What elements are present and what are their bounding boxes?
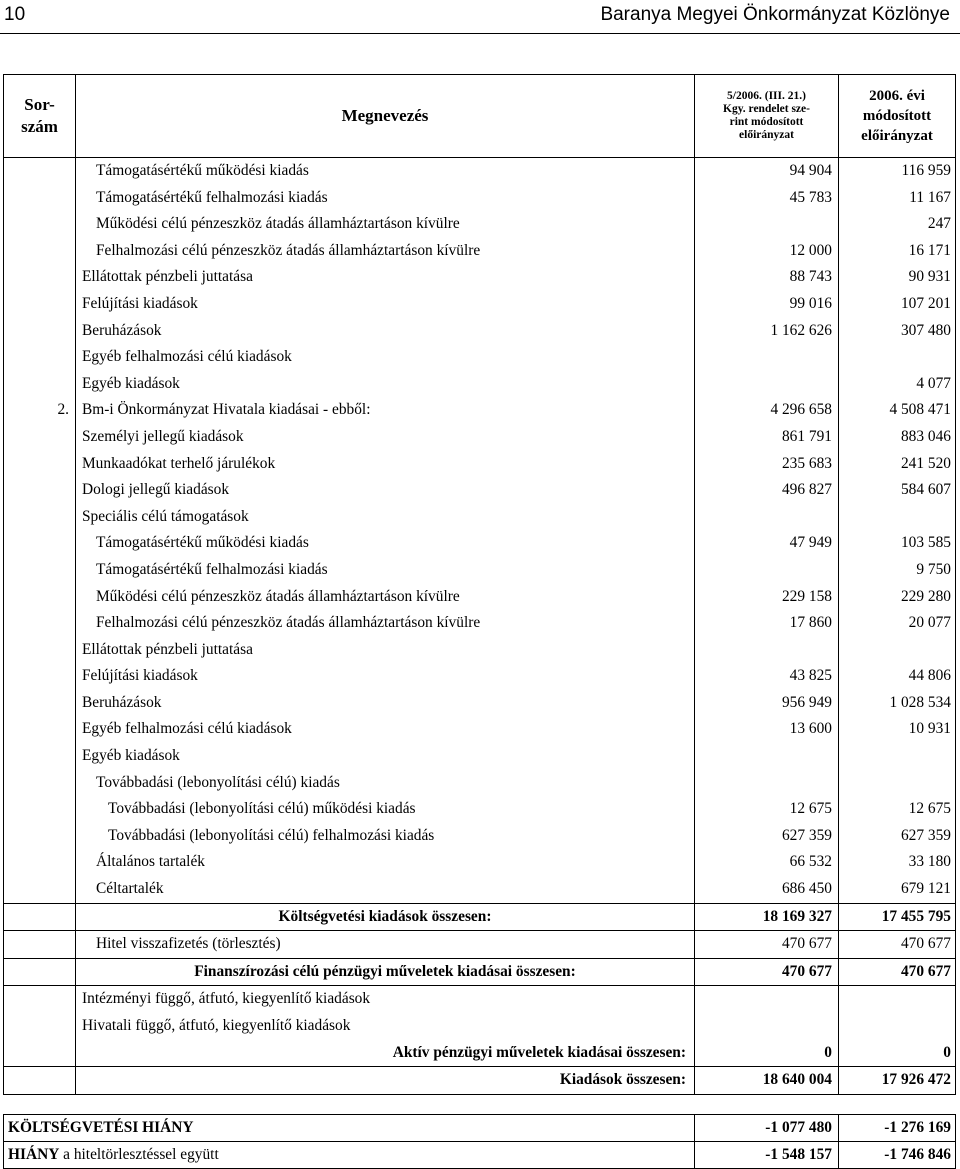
row-number	[4, 557, 76, 584]
row-value-modositott: 584 607	[900, 481, 951, 499]
row-value-modositott: 627 359	[900, 826, 951, 844]
row-value-rendelet: 470 677	[695, 958, 839, 986]
deficit-with-loan-value-b: -1 746 846	[839, 1142, 956, 1169]
row-name: Hitel visszafizetés (törlesztés)	[76, 931, 695, 959]
row-name: Felújítási kiadások	[76, 291, 695, 318]
row-value-rendelet	[695, 1013, 839, 1040]
table-row	[4, 530, 956, 557]
row-name: Támogatásértékű működési kiadás	[76, 530, 695, 557]
row-value-modositott: 11 167	[909, 188, 951, 206]
row-number	[4, 849, 76, 876]
row-name: Speciális célú támogatások	[76, 504, 695, 531]
row-number	[4, 876, 76, 903]
row-number	[4, 530, 76, 557]
row-name: Céltartalék	[76, 876, 695, 903]
table-row	[4, 876, 956, 903]
row-value-rendelet: 18 640 004	[695, 1067, 839, 1095]
row-name: Felhalmozási célú pénzeszköz átadás államháztartáson kívülre	[76, 610, 695, 637]
row-value-modositott: 0	[943, 1043, 951, 1061]
row-number	[4, 1040, 76, 1067]
table-row	[4, 823, 956, 850]
row-value-rendelet: 235 683	[695, 451, 839, 478]
row-name: Dologi jellegű kiadások	[76, 477, 695, 504]
deficit-with-loan-label	[4, 1142, 695, 1169]
row-value-modositott: 307 480	[900, 321, 951, 339]
deficit-label	[4, 1115, 695, 1142]
table-row	[4, 371, 956, 398]
row-number	[4, 823, 76, 850]
publication-title: Baranya Megyei Önkormányzat Közlönye	[600, 4, 950, 25]
row-name: Egyéb felhalmozási célú kiadások	[76, 344, 695, 371]
deficit-with-loan-label-bold: HIÁNY	[8, 1146, 60, 1163]
row-number	[4, 1067, 76, 1095]
row-value-modositott: 679 121	[900, 880, 951, 898]
row-number	[4, 1013, 76, 1040]
row-value-modositott: 470 677	[839, 931, 956, 959]
row-value-rendelet: 1 162 626	[695, 318, 839, 345]
table-row	[4, 796, 956, 823]
row-value-modositott: 90 931	[908, 268, 951, 286]
table-row	[4, 211, 956, 238]
row-value-modositott	[839, 504, 956, 531]
row-name: Egyéb felhalmozási célú kiadások	[76, 716, 695, 743]
row-name: Továbbadási (lebonyolítási célú) működési kiadás	[76, 796, 695, 823]
row-value-rendelet: 861 791	[695, 424, 839, 451]
row-number	[4, 451, 76, 478]
row-number	[4, 371, 76, 398]
row-name: Személyi jellegű kiadások	[76, 424, 695, 451]
table-row	[4, 291, 956, 318]
row-name: Egyéb kiadások	[76, 743, 695, 770]
row-name: Munkaadókat terhelő járulékok	[76, 451, 695, 478]
row-name: Intézményi függő, átfutó, kiegyenlítő kiadások	[76, 986, 695, 1013]
row-value-modositott: 9 750	[916, 560, 951, 578]
table-row	[4, 849, 956, 876]
col-header-sorszam: Sor- szám	[4, 75, 76, 158]
row-name: Támogatásértékű felhalmozási kiadás	[76, 185, 695, 212]
table-row	[4, 238, 956, 265]
table-row	[4, 451, 956, 478]
row-number	[4, 584, 76, 611]
deficit-value-a: -1 077 480	[695, 1115, 839, 1142]
row-number	[4, 986, 76, 1013]
row-number	[4, 158, 76, 185]
row-value-modositott: 4 508 471	[889, 401, 951, 419]
table-row	[4, 931, 956, 959]
row-name: Aktív pénzügyi műveletek kiadásai összesen:	[76, 1040, 695, 1067]
row-name: Bm-i Önkormányzat Hivatala kiadásai - ebből:	[76, 397, 695, 424]
table-row	[4, 344, 956, 371]
row-name: Támogatásértékű felhalmozási kiadás	[76, 557, 695, 584]
table-row	[4, 663, 956, 690]
row-number	[4, 185, 76, 212]
row-value-rendelet: 496 827	[695, 477, 839, 504]
row-name: Működési célú pénzeszköz átadás államháztartáson kívülre	[76, 211, 695, 238]
deficit-label-bold: KÖLTSÉGVETÉSI HIÁNY	[8, 1119, 194, 1136]
table-row	[4, 1013, 956, 1040]
table-row	[4, 770, 956, 797]
row-value-modositott	[839, 986, 956, 1013]
table-row	[4, 264, 956, 291]
row-number	[4, 318, 76, 345]
row-value-rendelet	[695, 770, 839, 797]
table-row	[4, 397, 956, 424]
row-value-modositott: 247	[927, 215, 951, 233]
running-header	[0, 0, 960, 34]
row-value-modositott: 241 520	[900, 454, 951, 472]
row-number	[4, 211, 76, 238]
row-value-rendelet	[695, 344, 839, 371]
row-value-rendelet: 45 783	[695, 185, 839, 212]
deficit-value-b: -1 276 169	[884, 1119, 951, 1136]
table-row	[4, 504, 956, 531]
row-value-rendelet	[695, 557, 839, 584]
row-value-rendelet	[695, 743, 839, 770]
row-value-modositott: 17 926 472	[839, 1067, 956, 1095]
row-value-rendelet: 43 825	[695, 663, 839, 690]
row-name: Költségvetési kiadások összesen:	[76, 903, 695, 931]
row-number	[4, 770, 76, 797]
col-header-modositott: 2006. évi módosított előirányzat	[839, 75, 956, 158]
row-name: Továbbadási (lebonyolítási célú) kiadás	[76, 770, 695, 797]
row-value-rendelet: 94 904	[695, 158, 839, 185]
row-value-rendelet: 12 675	[695, 796, 839, 823]
row-value-modositott: 1 028 534	[889, 693, 951, 711]
row-number	[4, 716, 76, 743]
table-row	[4, 690, 956, 717]
row-number	[4, 264, 76, 291]
deficit-with-loan-label-rest: a hiteltörlesztéssel együtt	[59, 1146, 219, 1163]
row-number	[4, 344, 76, 371]
row-number	[4, 477, 76, 504]
deficit-with-loan-value-a: -1 548 157	[695, 1142, 839, 1169]
page-number: 10	[4, 4, 26, 25]
row-number	[4, 903, 76, 931]
row-name: Beruházások	[76, 690, 695, 717]
expenditure-table	[3, 74, 956, 1095]
row-name: Felhalmozási célú pénzeszköz átadás államháztartáson kívülre	[76, 238, 695, 265]
table-row	[4, 158, 956, 185]
table-row	[4, 610, 956, 637]
row-number	[4, 663, 76, 690]
row-value-rendelet	[695, 986, 839, 1013]
table-row	[4, 557, 956, 584]
row-name: Felújítási kiadások	[76, 663, 695, 690]
row-number	[4, 958, 76, 986]
table-row	[4, 986, 956, 1013]
row-value-modositott: 12 675	[908, 800, 951, 818]
table-row	[4, 424, 956, 451]
row-value-modositott: 229 280	[900, 587, 951, 605]
row-number	[4, 291, 76, 318]
row-value-modositott: 4 077	[916, 374, 951, 392]
table-row	[4, 743, 956, 770]
table-row	[4, 318, 956, 345]
table-row	[4, 637, 956, 664]
row-number	[4, 424, 76, 451]
deficit-row	[4, 1115, 956, 1142]
row-value-rendelet: 956 949	[695, 690, 839, 717]
row-value-modositott: 44 806	[908, 667, 951, 685]
row-name: Általános tartalék	[76, 849, 695, 876]
row-value-rendelet: 17 860	[695, 610, 839, 637]
row-number	[4, 690, 76, 717]
row-value-rendelet: 4 296 658	[695, 397, 839, 424]
row-name: Kiadások összesen:	[76, 1067, 695, 1095]
row-number	[4, 610, 76, 637]
row-value-rendelet: 470 677	[695, 931, 839, 959]
table-row	[4, 477, 956, 504]
row-name: Támogatásértékű működési kiadás	[76, 158, 695, 185]
table-row	[4, 1067, 956, 1095]
row-value-rendelet: 18 169 327	[695, 903, 839, 931]
row-value-modositott	[839, 637, 956, 664]
row-value-modositott	[839, 743, 956, 770]
row-number	[4, 238, 76, 265]
row-value-rendelet: 13 600	[695, 716, 839, 743]
row-number	[4, 931, 76, 959]
row-value-rendelet: 686 450	[695, 876, 839, 903]
row-name: Hivatali függő, átfutó, kiegyenlítő kiadások	[76, 1013, 695, 1040]
row-value-rendelet	[695, 504, 839, 531]
row-value-modositott: 10 931	[908, 720, 951, 738]
row-number	[4, 743, 76, 770]
table-row	[4, 584, 956, 611]
row-name: Beruházások	[76, 318, 695, 345]
row-value-modositott: 107 201	[900, 294, 951, 312]
row-value-modositott: 883 046	[900, 427, 951, 445]
row-value-rendelet: 12 000	[695, 238, 839, 265]
row-value-modositott: 20 077	[908, 614, 951, 632]
table-row	[4, 716, 956, 743]
table-row	[4, 185, 956, 212]
table-row	[4, 958, 956, 986]
row-value-modositott	[839, 344, 956, 371]
row-value-rendelet: 0	[695, 1040, 839, 1067]
row-value-rendelet	[695, 371, 839, 398]
table-body	[4, 158, 956, 1095]
col-header-megnevezes: Megnevezés	[76, 75, 695, 158]
row-value-modositott: 116 959	[901, 162, 951, 179]
row-value-rendelet: 99 016	[695, 291, 839, 318]
row-name: Működési célú pénzeszköz átadás államháztartáson kívülre	[76, 584, 695, 611]
row-name: Ellátottak pénzbeli juttatása	[76, 637, 695, 664]
col-header-rendelet: 5/2006. (III. 21.) Kgy. rendelet sze- rint módosított előirányzat	[695, 75, 839, 158]
row-value-modositott: 17 455 795	[839, 903, 956, 931]
deficit-with-loan-row	[4, 1142, 956, 1169]
row-value-modositott: 16 171	[908, 241, 951, 259]
row-value-rendelet: 88 743	[695, 264, 839, 291]
row-name: Továbbadási (lebonyolítási célú) felhalmozási kiadás	[76, 823, 695, 850]
table-header-row	[4, 75, 956, 158]
table-row	[4, 1040, 956, 1067]
row-value-rendelet: 229 158	[695, 584, 839, 611]
row-value-rendelet	[695, 211, 839, 238]
row-number: 2.	[4, 397, 76, 424]
row-value-modositott	[839, 1013, 956, 1040]
row-value-modositott: 470 677	[839, 958, 956, 986]
row-value-modositott: 33 180	[908, 853, 951, 871]
row-number	[4, 504, 76, 531]
row-value-rendelet: 47 949	[695, 530, 839, 557]
row-value-modositott	[839, 770, 956, 797]
row-value-rendelet	[695, 637, 839, 664]
row-name: Ellátottak pénzbeli juttatása	[76, 264, 695, 291]
row-number	[4, 796, 76, 823]
row-value-rendelet: 627 359	[695, 823, 839, 850]
row-number	[4, 637, 76, 664]
row-value-rendelet: 66 532	[695, 849, 839, 876]
row-name: Egyéb kiadások	[76, 371, 695, 398]
deficit-table	[3, 1114, 956, 1169]
row-name: Finanszírozási célú pénzügyi műveletek kiadásai összesen:	[76, 958, 695, 986]
row-value-modositott: 103 585	[900, 534, 951, 552]
table-row	[4, 903, 956, 931]
